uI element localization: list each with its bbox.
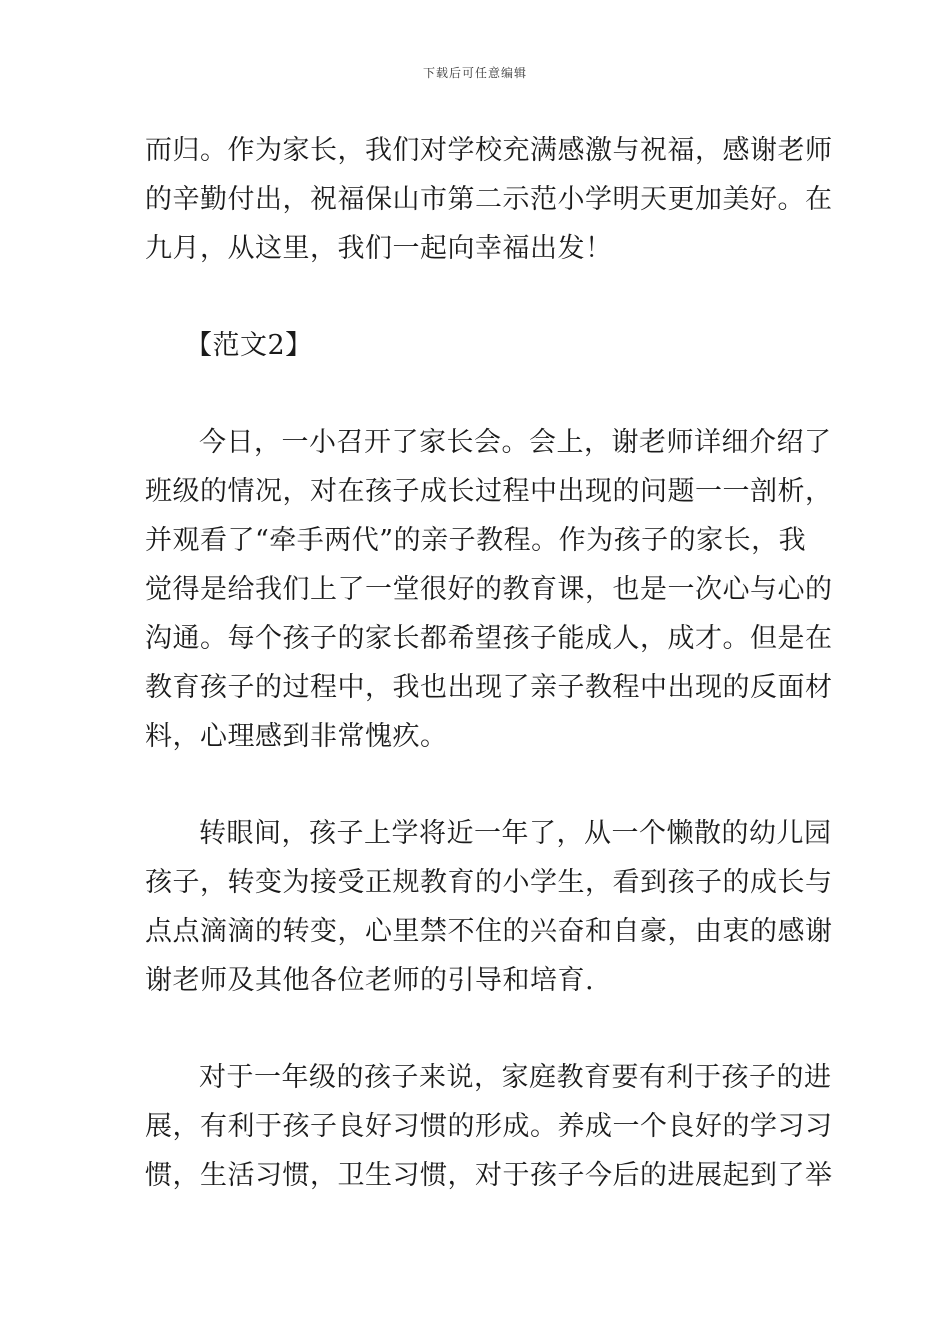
text-line: 九月，从这里，我们一起向幸福出发！ (145, 233, 613, 264)
paragraph (145, 418, 833, 761)
paragraph-gap (145, 1005, 810, 1053)
text-line: 班级的情况，对在孩子成长过程中出现的问题一一剖析， (145, 476, 833, 507)
text-line: 对于一年级的孩子来说，家庭教育要有利于孩子的进 (199, 1062, 832, 1093)
paragraph (145, 126, 833, 273)
text-line: 点点滴滴的转变，心里禁不住的兴奋和自豪，由衷的感谢 (145, 916, 833, 947)
text-line: 展，有利于孩子良好习惯的形成。养成一个良好的学习习 (145, 1111, 833, 1142)
text-line: 的辛勤付出，祝福保山市第二示范小学明天更加美好。在 (145, 184, 833, 215)
text-line: 而归。作为家长，我们对学校充满感激与祝福，感谢老师 (145, 135, 833, 166)
text-line: 教育孩子的过程中，我也出现了亲子教程中出现的反面材 (145, 672, 833, 703)
paragraph-gap (145, 273, 810, 321)
document-body (145, 126, 833, 1200)
text-line: 觉得是给我们上了一堂很好的教育课，也是一次心与心的 (145, 574, 833, 605)
paragraph (145, 1053, 833, 1200)
text-line: 料，心理感到非常愧疚。 (145, 721, 448, 752)
paragraph-gap (145, 370, 810, 418)
text-line: 谢老师及其他各位老师的引导和培育. (145, 965, 595, 996)
header-note: 下载后可任意编辑 (422, 66, 527, 80)
text-line: 孩子，转变为接受正规教育的小学生，看到孩子的成长与 (145, 867, 833, 898)
text-line: 转眼间，孩子上学将近一年了，从一个懒散的幼儿园 (199, 818, 832, 849)
section-heading (145, 321, 810, 370)
text-line: 今日，一小召开了家长会。会上，谢老师详细介绍了 (199, 427, 832, 458)
text-line: 惯，生活习惯，卫生习惯，对于孩子今后的进展起到了举 (145, 1160, 833, 1191)
section-heading-text: 【范文2】 (185, 330, 313, 361)
paragraph-gap (145, 761, 810, 809)
text-line: 沟通。每个孩子的家长都希望孩子能成人，成才。但是在 (145, 623, 833, 654)
paragraph (145, 809, 833, 1005)
text-line: 并观看了“牵手两代”的亲子教程。作为孩子的家长，我 (145, 525, 807, 556)
